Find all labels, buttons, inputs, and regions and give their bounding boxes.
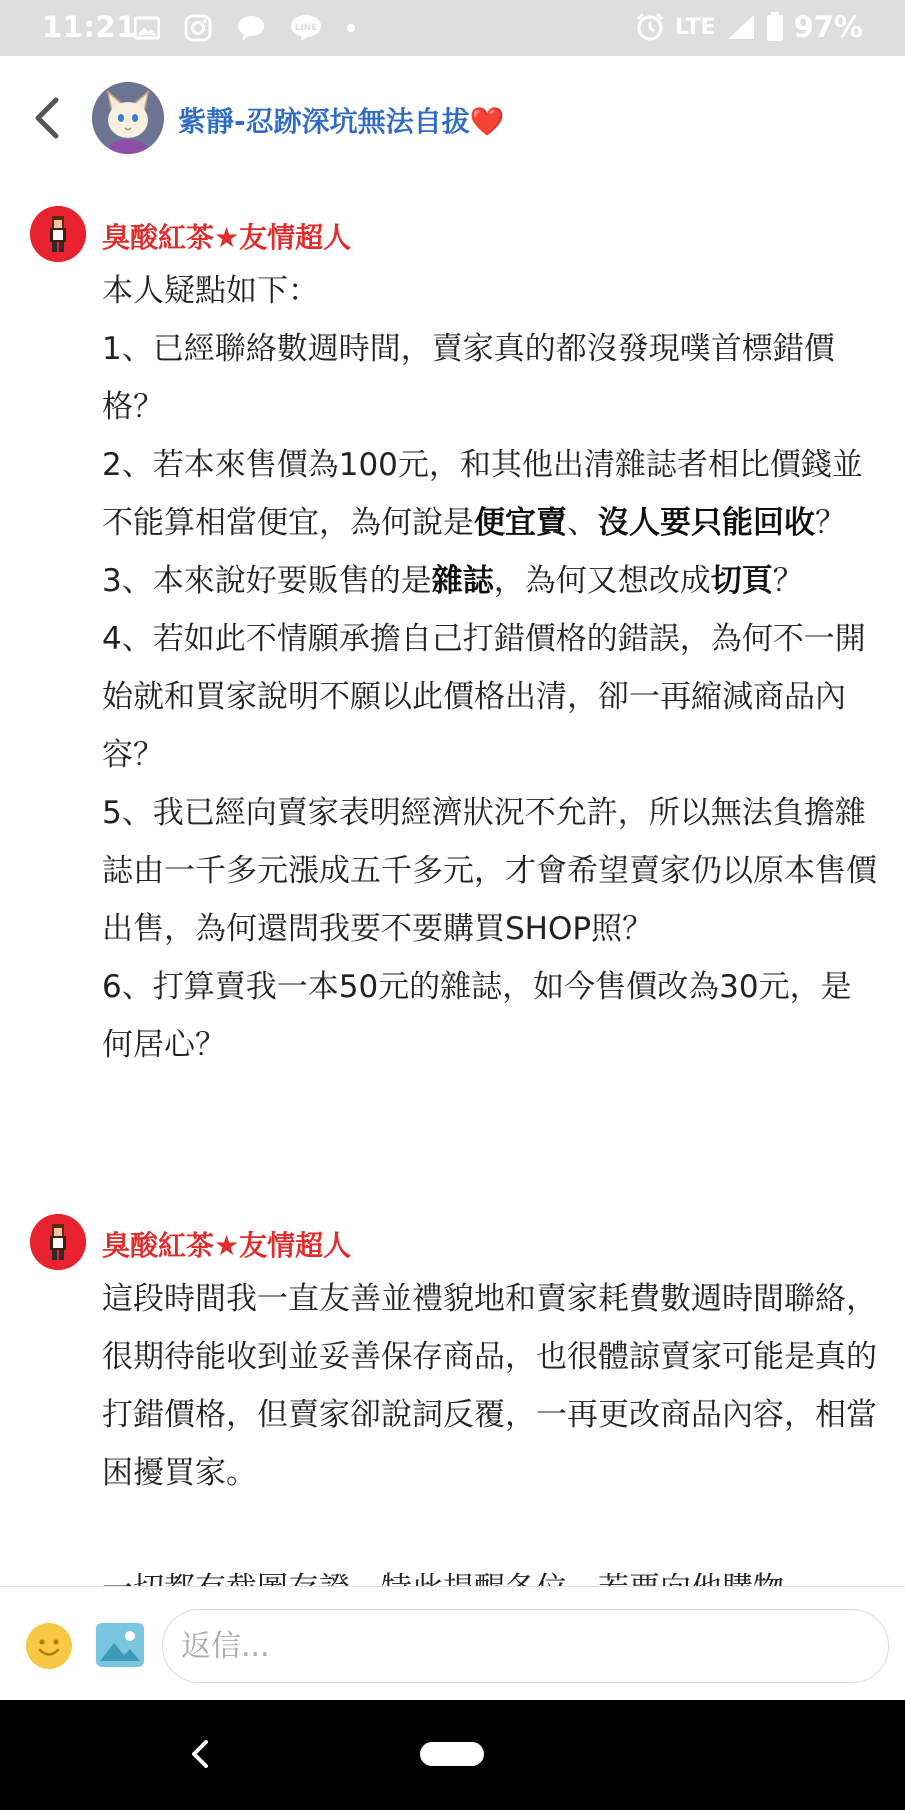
message-line [102, 784, 882, 958]
message-text: 這段時間我一直友善並禮貌地和賣家耗費數週時間聯絡，很期待能收到並妥善保存商品，也很體諒賣家可能是真的打錯價格，但賣家卻說詞反覆，一再更改商品內容，相當困擾買家。 [102, 1281, 877, 1491]
author-avatar[interactable] [30, 1214, 86, 1270]
message-line [102, 1502, 882, 1560]
message-text: ，為何又想改成 [493, 563, 711, 599]
message-line [102, 552, 882, 610]
pixel-avatar-image [30, 206, 86, 262]
message-text: 5、我已經向賣家表明經濟狀況不允許，所以無法負擔雜誌由一千多元漲成五千多元，才會希望賣家仍以原本售價出售，為何還問我要不要購買SHOP照？ [102, 795, 877, 947]
system-back-button[interactable] [186, 1734, 216, 1774]
message-line [102, 958, 882, 1074]
message-text: 本人疑點如下： [102, 273, 319, 309]
message-text: ？ [815, 505, 846, 541]
image-icon [96, 1623, 144, 1667]
gallery-icon [134, 16, 160, 40]
battery-level: 97% [793, 10, 863, 44]
instagram-icon [184, 14, 212, 42]
system-nav-bar [0, 1700, 905, 1810]
emoji-icon [26, 1623, 72, 1669]
author-name[interactable]: 臭酸紅茶★友情超人 [102, 221, 352, 254]
attach-image-button[interactable] [96, 1623, 144, 1667]
system-home-button[interactable] [420, 1742, 484, 1766]
message-line [102, 262, 882, 320]
message-text: 3、本來說好要販售的是 [102, 563, 432, 599]
message-line [102, 610, 882, 784]
status-right [635, 10, 863, 44]
message-text: 6、打算賣我一本50元的雜誌，如今售價改為30元，是何居心？ [102, 969, 852, 1063]
cat-avatar-image [92, 82, 164, 154]
back-button[interactable] [26, 94, 72, 142]
message-body [102, 1270, 882, 1618]
author-avatar[interactable] [30, 206, 86, 262]
message-text: 4、若如此不情願承擔自己打錯價格的錯誤，為何不一開始就和買家說明不願以此價格出清，卻一再縮減商品內容？ [102, 621, 866, 773]
conversation-title[interactable]: 紫靜-忍跡深坑無法自拔❤️ [178, 105, 505, 138]
emphasized-text: 切頁 [710, 563, 773, 599]
reply-input[interactable] [162, 1609, 889, 1683]
signal-icon [726, 13, 756, 41]
notification-icons [134, 14, 356, 42]
message-text: ？ [772, 563, 804, 599]
emphasized-text: 雜誌 [431, 563, 494, 599]
nav-back-icon [186, 1734, 216, 1774]
message-text: 1、已經聯絡數週時間，賣家真的都沒發現噗首標錯價格？ [102, 331, 835, 425]
header-avatar[interactable] [92, 82, 164, 154]
author-name[interactable]: 臭酸紅茶★友情超人 [102, 1229, 352, 1262]
message-line [102, 320, 882, 436]
status-bar [0, 0, 905, 56]
network-type: LTE [675, 14, 716, 40]
pixel-avatar-image [30, 1214, 86, 1270]
battery-icon [766, 12, 784, 42]
status-time: 11:21 [42, 10, 137, 44]
conversation-header [0, 56, 905, 180]
message-body [102, 262, 882, 1074]
chat-icon [236, 14, 266, 42]
emphasized-text: 沒人要只能回收 [598, 505, 815, 541]
alarm-icon [635, 12, 665, 42]
line-icon [290, 14, 322, 42]
svg-text:LINE: LINE [294, 23, 318, 33]
reply-bar [0, 1586, 905, 1700]
more-dot-icon [346, 23, 356, 33]
message-text: 、 [567, 505, 598, 541]
emoji-button[interactable] [26, 1623, 72, 1669]
emphasized-text: 便宜賣 [474, 505, 567, 541]
message-line [102, 1270, 882, 1502]
message-text: 2、若本來售價為100元，和其他出清雜誌者相比價錢並不能算相當便宜，為何說是 [102, 447, 863, 541]
back-icon [26, 94, 72, 142]
message-line [102, 436, 882, 552]
